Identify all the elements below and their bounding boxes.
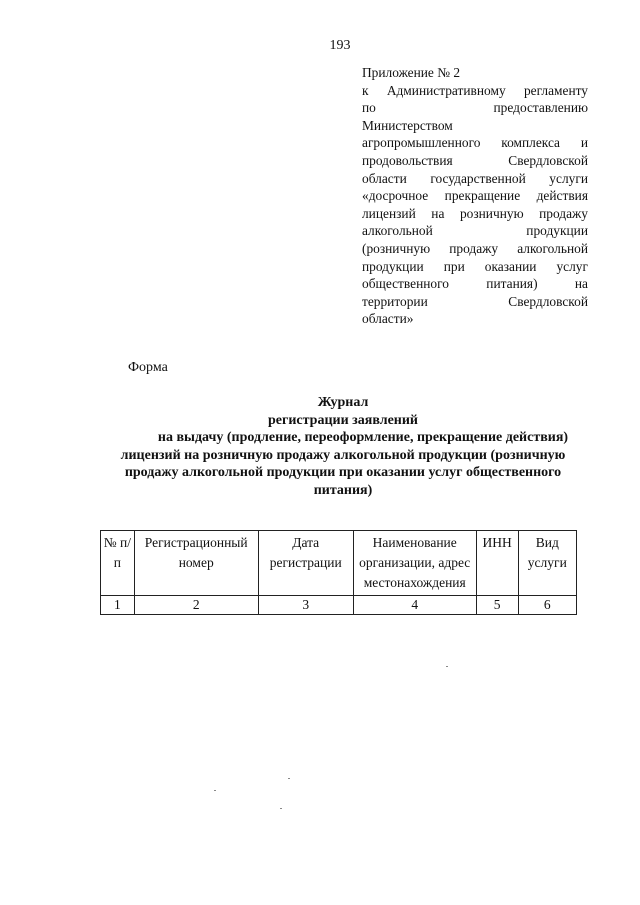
annex-line: алкогольной продукции (362, 223, 588, 239)
journal-table (100, 530, 577, 615)
annex-line: (розничную продажу алкогольной (362, 240, 588, 256)
column-number: 3 (258, 596, 353, 615)
title-line: продажу алкогольной продукции при оказании услуг общественного (124, 465, 562, 480)
column-number: 1 (101, 596, 135, 615)
table-header-row (101, 531, 577, 596)
scan-speck (446, 666, 448, 667)
title-line: на выдачу (продление, переоформление, прекращение действия) (157, 430, 569, 445)
annex-line: по предоставлению (362, 100, 588, 116)
annex-line: области государственной услуги (362, 170, 588, 186)
scan-speck (214, 790, 216, 791)
column-number: 5 (476, 596, 518, 615)
column-number: 6 (518, 596, 576, 615)
page-number: 193 (329, 38, 351, 53)
annex-line: «досрочное прекращение действия (362, 188, 588, 204)
column-number: 4 (353, 596, 476, 615)
scan-speck (288, 778, 290, 779)
annex-line: Приложение № 2 (362, 65, 461, 80)
journal-title (96, 394, 590, 499)
annex-line: области» (362, 311, 414, 327)
col-header-reg-date: Дата регистрации (258, 531, 353, 596)
col-header-number: № п/п (101, 531, 135, 596)
annex-line: территории Свердловской (362, 293, 588, 309)
annex-line: общественного питания) на (362, 276, 588, 292)
annex-line: к Административному регламенту (362, 82, 588, 98)
form-label: Форма (128, 360, 168, 375)
annex-line: агропромышленного комплекса и (362, 135, 588, 151)
title-line: Журнал (317, 395, 369, 410)
title-line: регистрации заявлений (267, 412, 418, 428)
annex-line: продовольствия Свердловской (362, 152, 588, 168)
column-number: 2 (134, 596, 258, 615)
title-line: лицензий на розничную продажу алкогольной продукции (розничную (120, 447, 566, 463)
col-header-reg-number: Регистрационный номер (134, 531, 258, 596)
annex-line: продукции при оказании услуг (362, 258, 588, 274)
annex-block (362, 64, 588, 328)
annex-line: Министерством (362, 117, 453, 133)
annex-line: лицензий на розничную продажу (362, 205, 588, 221)
scan-speck (280, 808, 282, 809)
col-header-service-type: Вид услуги (518, 531, 576, 596)
col-header-inn: ИНН (476, 531, 518, 596)
table-numbering-row (101, 596, 577, 615)
title-line: питания) (313, 482, 373, 498)
col-header-organization: Наименование организации, адрес местонахождения (353, 531, 476, 596)
